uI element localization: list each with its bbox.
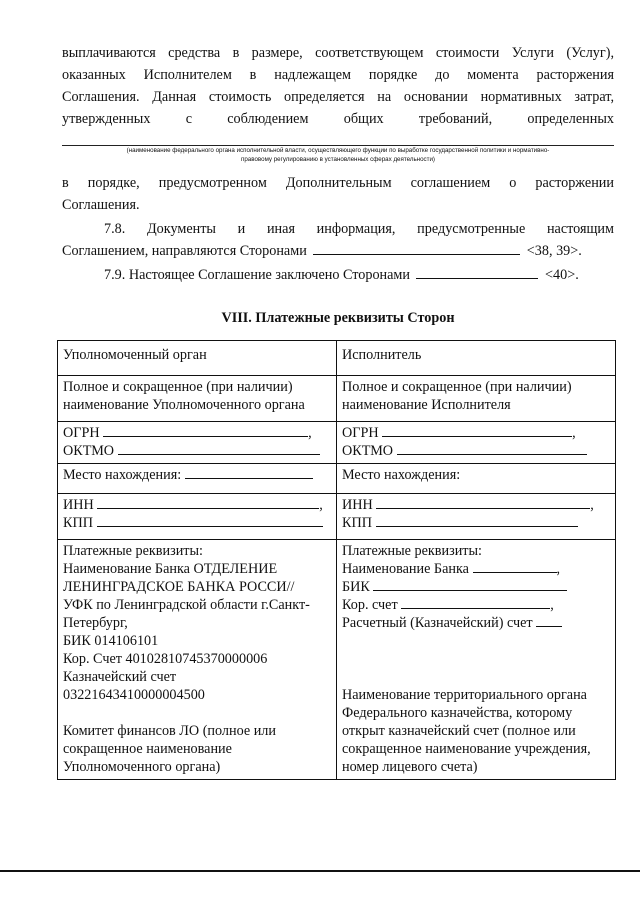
- paragraph-7-8-text: Соглашением, направляются Сторонами: [62, 243, 307, 259]
- footnote-caption-line: правовому регулированию в установленных сферах деятельности): [241, 155, 435, 163]
- table-row: [58, 540, 616, 780]
- bank-detail-line: Платежные реквизиты:: [63, 543, 203, 559]
- contractor-kpp-line: [342, 514, 611, 532]
- treasury-line: Федерального казначейства, которому: [342, 705, 573, 721]
- inn-label: ИНН: [342, 497, 373, 513]
- committee-line: Уполномоченного органа): [63, 759, 221, 775]
- account-line: [342, 614, 611, 632]
- table-row: [58, 341, 616, 376]
- oktmo-label: ОКТМО: [63, 443, 115, 459]
- paragraph-7-8-line: 7.8. Документы и иная информация, предусмотренные настоящим: [104, 221, 614, 237]
- contractor-codes-cell: [337, 422, 616, 464]
- blank-underline: [376, 514, 578, 527]
- bank-detail-line: 03221643410000004500: [63, 687, 205, 703]
- section-title: VIII. Платежные реквизиты Сторон: [221, 310, 455, 326]
- intro-line: оказанных Исполнителем в надлежащем порядке до момента расторжения: [62, 67, 614, 83]
- bank-detail-line: Платежные реквизиты:: [342, 543, 482, 559]
- authority-kpp-line: [63, 514, 332, 532]
- blank-underline: [97, 496, 319, 509]
- intro-line: утвержденных с соблюдением общих требований, определенных: [62, 111, 614, 127]
- blank-underline: [397, 442, 587, 455]
- inn-label: ИНН: [63, 497, 94, 513]
- blank-underline: [473, 560, 557, 573]
- bank-name-line: Наименование Банка ,: [342, 561, 561, 577]
- spacer: [342, 632, 611, 650]
- authority-tax-cell: [58, 494, 337, 540]
- treasury-line: открыт казначейский счет (полное или: [342, 723, 576, 739]
- contractor-name-cell: [337, 376, 616, 422]
- bank-detail-line: УФК по Ленинградской области г.Санкт-: [63, 597, 310, 613]
- kpp-label: КПП: [63, 515, 93, 531]
- contractor-oktmo-line: [342, 442, 611, 460]
- blank-underline: [185, 466, 313, 479]
- contractor-name-label: Полное и сокращенное (при наличии): [342, 379, 572, 395]
- contractor-inn-line: ИНН ,: [342, 497, 594, 513]
- intro-paragraph: [62, 42, 614, 130]
- bank-detail-line: ЛЕНИНГРАДСКОЕ БАНКА РОССИ//: [63, 579, 295, 595]
- location-label: Место нахождения:: [342, 467, 461, 483]
- authority-ogrn-line: ОГРН ,: [63, 425, 312, 441]
- committee-line: сокращенное наименование: [63, 741, 232, 757]
- blank-underline: [313, 242, 520, 255]
- blank-underline: [536, 614, 562, 627]
- table-row: [58, 376, 616, 422]
- authority-bank-cell: [58, 540, 337, 780]
- bank-detail-line: Казначейский счет: [63, 669, 177, 685]
- intro-line: Соглашения. Данная стоимость определяется на основании нормативных затрат,: [62, 89, 614, 105]
- authority-inn-line: ИНН ,: [63, 497, 323, 513]
- spacer: [342, 650, 611, 668]
- table-row: [58, 464, 616, 494]
- contractor-name-label: наименование Исполнителя: [342, 397, 511, 413]
- treasury-line: сокращенное наименование учреждения,: [342, 741, 591, 757]
- bank-detail-line: Петербург,: [63, 615, 128, 631]
- kpp-label: КПП: [342, 515, 372, 531]
- blank-underline: [118, 442, 320, 455]
- table-row: [58, 422, 616, 464]
- ogrn-label: ОГРН: [63, 425, 100, 441]
- authority-location-cell: [58, 464, 337, 494]
- blank-underline: [373, 578, 567, 591]
- bank-detail-line: Наименование Банка ОТДЕЛЕНИЕ: [63, 561, 278, 577]
- authority-codes-cell: [58, 422, 337, 464]
- spacer: [63, 704, 332, 722]
- treasury-line: Наименование территориального органа: [342, 687, 587, 703]
- intro-line: выплачиваются средства в размере, соответствующем стоимости Услуги (Услуг),: [62, 45, 614, 61]
- continuation-line: в порядке, предусмотренном Дополнительным соглашением о расторжении: [62, 175, 614, 191]
- contractor-tax-cell: [337, 494, 616, 540]
- contractor-bank-cell: [337, 540, 616, 780]
- blank-underline: [382, 424, 572, 437]
- fill-in-line: [62, 145, 614, 146]
- authority-header-cell: [58, 341, 337, 376]
- payment-details-table: [57, 340, 616, 780]
- footnote-ref: <40>.: [545, 267, 579, 283]
- blank-underline: [103, 424, 308, 437]
- authority-name-label: Полное и сокращенное (при наличии): [63, 379, 293, 395]
- blank-underline: [376, 496, 590, 509]
- contractor-location-cell: [337, 464, 616, 494]
- bik-line: [342, 578, 611, 596]
- authority-name-label: наименование Уполномоченного органа: [63, 397, 305, 413]
- bank-name-label: Наименование Банка: [342, 561, 469, 577]
- authority-header: Уполномоченный орган: [63, 347, 207, 363]
- spacer: [342, 668, 611, 686]
- authority-oktmo-line: [63, 442, 332, 460]
- blank-underline: [97, 514, 323, 527]
- contractor-header-cell: [337, 341, 616, 376]
- blank-underline: [401, 596, 550, 609]
- bank-detail-line: БИК 014106101: [63, 633, 159, 649]
- paragraph-7-9: [62, 264, 614, 286]
- kor-line: Кор. счет ,: [342, 597, 554, 613]
- committee-line: Комитет финансов ЛО (полное или: [63, 723, 276, 739]
- continuation-line: Соглашения.: [62, 197, 140, 213]
- treasury-line: номер лицевого счета): [342, 759, 478, 775]
- page-bottom-border: [0, 870, 640, 872]
- authority-location-line: [63, 466, 332, 484]
- footnote-caption-line: (наименование федерального органа исполнительной власти, осуществляющего функции по выработке государственной политики и нормативно-: [126, 147, 550, 154]
- table-row: [58, 494, 616, 540]
- footnote-ref: <38, 39>.: [526, 243, 582, 259]
- kor-label: Кор. счет: [342, 597, 398, 613]
- location-label: Место нахождения:: [63, 467, 182, 483]
- account-label: Расчетный (Казначейский) счет: [342, 615, 533, 631]
- paragraph-7-8-line: [62, 240, 614, 262]
- footnote-caption: [62, 147, 614, 164]
- oktmo-label: ОКТМО: [342, 443, 394, 459]
- contractor-ogrn-line: ОГРН ,: [342, 425, 576, 441]
- contractor-header: Исполнитель: [342, 347, 422, 363]
- blank-underline: [416, 266, 538, 279]
- paragraph-7-9-text: 7.9. Настоящее Соглашение заключено Сторонами: [104, 267, 411, 283]
- ogrn-label: ОГРН: [342, 425, 379, 441]
- authority-name-cell: [58, 376, 337, 422]
- paragraph-7-8: [62, 218, 614, 262]
- bik-label: БИК: [342, 579, 370, 595]
- bank-detail-line: Кор. Счет 40102810745370000006: [63, 651, 268, 667]
- continuation-paragraph: [62, 172, 614, 216]
